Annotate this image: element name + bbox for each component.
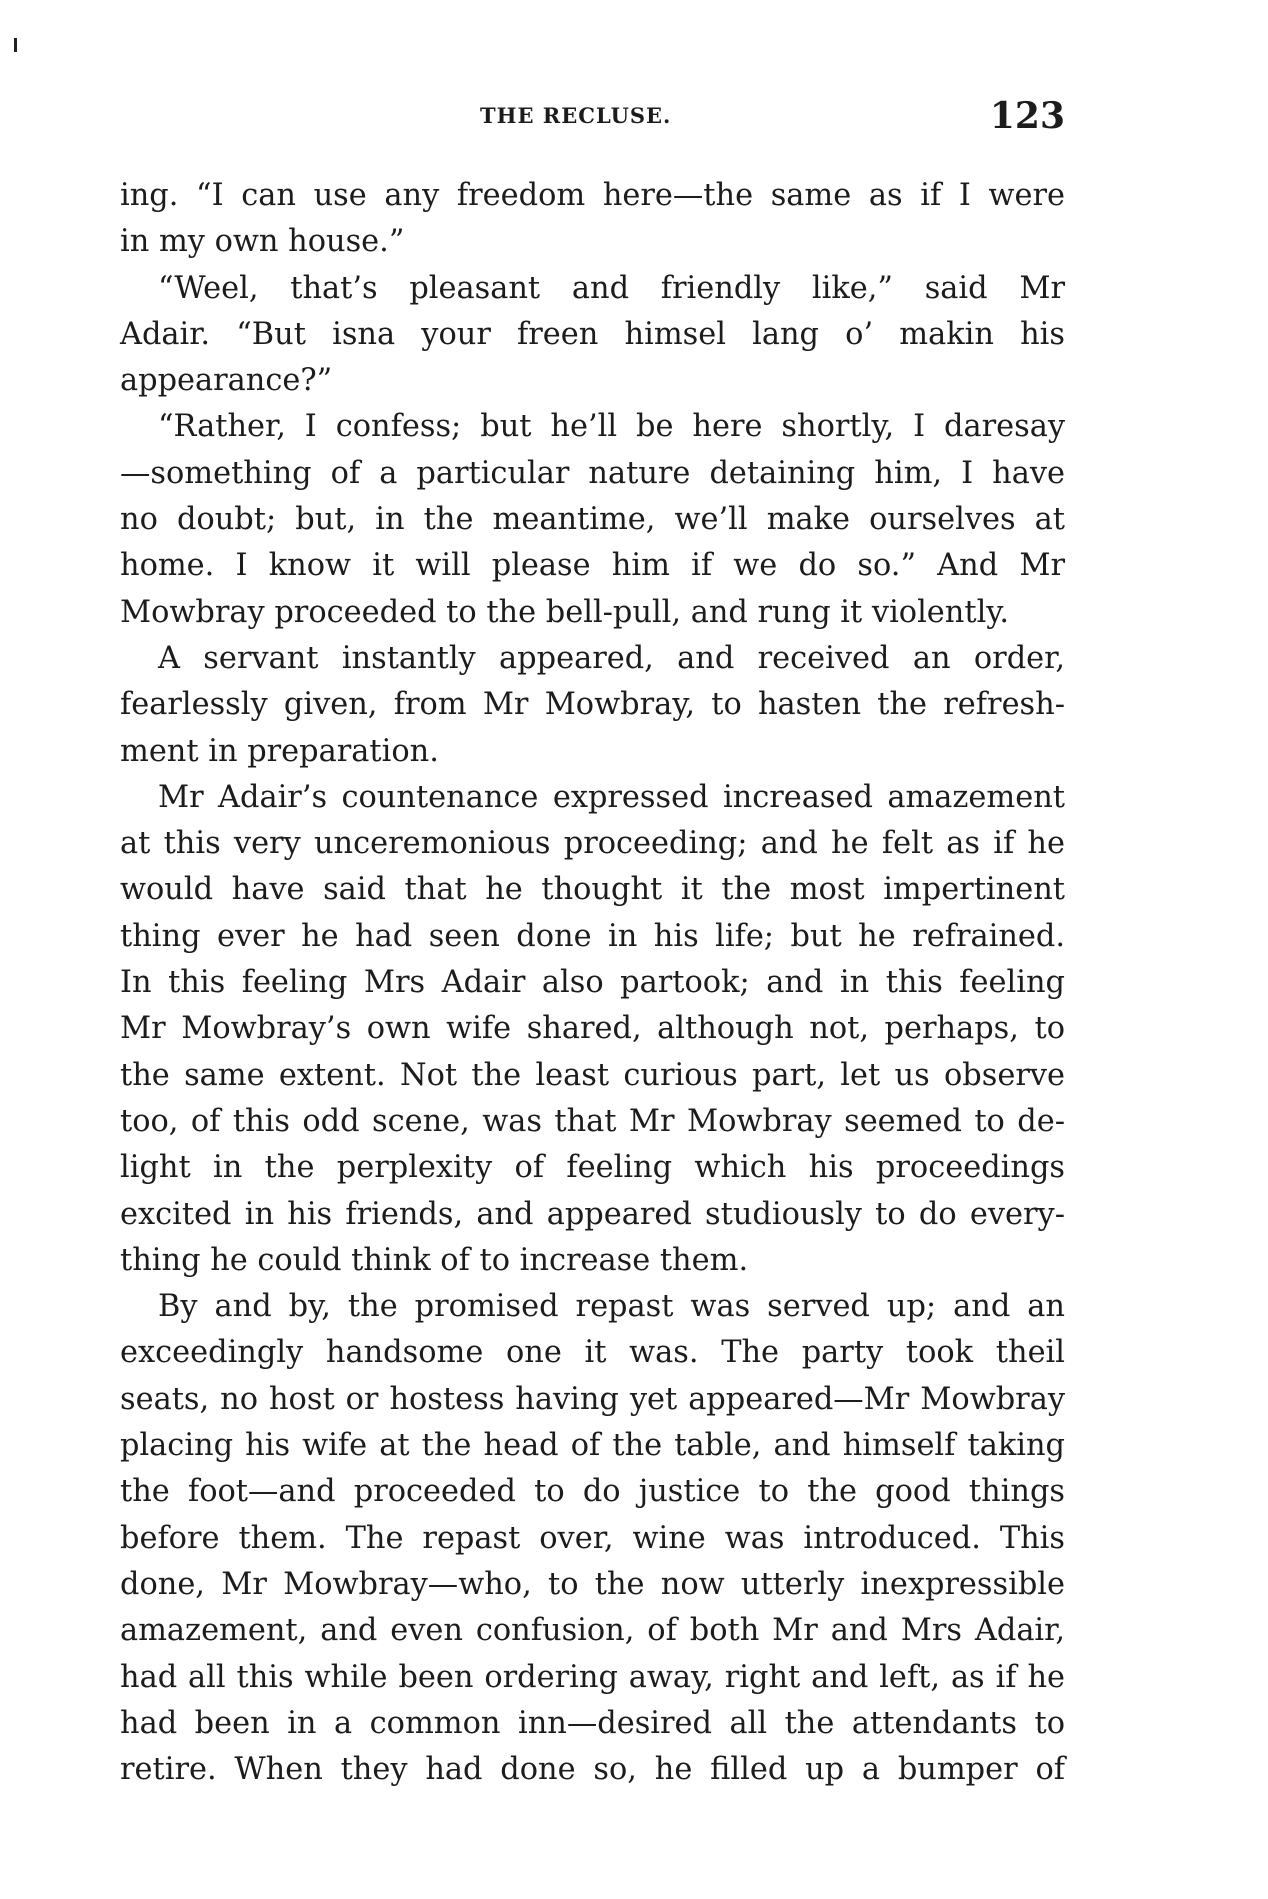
text-line: home. I know it will please him if we do so.” And Mr bbox=[120, 548, 1065, 584]
text-line: had all this while been ordering away, right and left, as if he bbox=[120, 1659, 1065, 1695]
text-line: exceedingly handsome one it was. The party took theil bbox=[120, 1335, 1065, 1371]
text-line: light in the perplexity of feeling which his proceedings bbox=[120, 1150, 1065, 1186]
paragraph bbox=[120, 775, 1065, 1284]
text-line: thing he could think of to increase them. bbox=[120, 1242, 749, 1278]
text-line: the foot—and proceeded to do justice to the good things bbox=[120, 1474, 1065, 1510]
text-line: at this very unceremonious proceeding; and he felt as if he bbox=[120, 826, 1065, 862]
text-line: thing ever he had seen done in his life; but he refrained. bbox=[120, 918, 1065, 954]
text-line: no doubt; but, in the meantime, we’ll make ourselves at bbox=[120, 502, 1065, 538]
text-line: “Rather, I confess; but he’ll be here shortly, I daresay bbox=[158, 409, 1065, 445]
paragraph bbox=[120, 404, 1065, 635]
body-text bbox=[120, 173, 1065, 1793]
text-line: “Weel, that’s pleasant and friendly like,” said Mr bbox=[158, 270, 1065, 306]
text-line: seats, no host or hostess having yet appeared—Mr Mowbray bbox=[120, 1381, 1065, 1417]
text-line: the same extent. Not the least curious part, let us observe bbox=[120, 1057, 1065, 1093]
page-number: 123 bbox=[989, 95, 1065, 137]
text-line: Adair. “But isna your freen himsel lang o’ makin his bbox=[120, 316, 1065, 352]
text-line: ment in preparation. bbox=[120, 733, 439, 769]
text-line: had been in a common inn—desired all the attendants to bbox=[120, 1705, 1065, 1741]
paragraph bbox=[120, 266, 1065, 405]
running-title: THE RECLUSE. bbox=[480, 103, 672, 128]
text-line: would have said that he thought it the most impertinent bbox=[120, 872, 1065, 908]
text-line: —something of a particular nature detaining him, I have bbox=[120, 455, 1065, 491]
text-line: ing. “I can use any freedom here—the same as if I were bbox=[120, 178, 1065, 213]
ink-speck bbox=[14, 38, 17, 52]
text-line: By and by, the promised repast was served up; and an bbox=[158, 1289, 1065, 1325]
text-line: done, Mr Mowbray—who, to the now utterly inexpressible bbox=[120, 1566, 1065, 1602]
text-line: placing his wife at the head of the table, and himself taking bbox=[120, 1428, 1065, 1464]
paragraph bbox=[120, 1284, 1065, 1793]
text-line: excited in his friends, and appeared studiously to do every- bbox=[120, 1196, 1065, 1232]
text-line: too, of this odd scene, was that Mr Mowbray seemed to de- bbox=[120, 1103, 1065, 1139]
text-line: retire. When they had done so, he filled up a bumper of bbox=[120, 1752, 1065, 1788]
text-line: A servant instantly appeared, and received an order, bbox=[158, 640, 1065, 676]
text-line: before them. The repast over, wine was introduced. This bbox=[120, 1520, 1065, 1556]
paragraph bbox=[120, 173, 1065, 266]
text-line: In this feeling Mrs Adair also partook; and in this feeling bbox=[120, 965, 1065, 1001]
text-line: in my own house.” bbox=[120, 224, 405, 260]
text-line: fearlessly given, from Mr Mowbray, to hasten the refresh- bbox=[120, 687, 1065, 723]
text-line: Mr Adair’s countenance expressed increased amazement bbox=[158, 779, 1065, 815]
text-line: Mr Mowbray’s own wife shared, although not, perhaps, to bbox=[120, 1011, 1065, 1047]
page-header bbox=[120, 95, 1065, 145]
text-line: Mowbray proceeded to the bell-pull, and rung it violently. bbox=[120, 594, 1010, 630]
text-line: appearance?” bbox=[120, 363, 333, 399]
text-line: amazement, and even confusion, of both Mr and Mrs Adair, bbox=[120, 1613, 1065, 1649]
paragraph bbox=[120, 636, 1065, 775]
